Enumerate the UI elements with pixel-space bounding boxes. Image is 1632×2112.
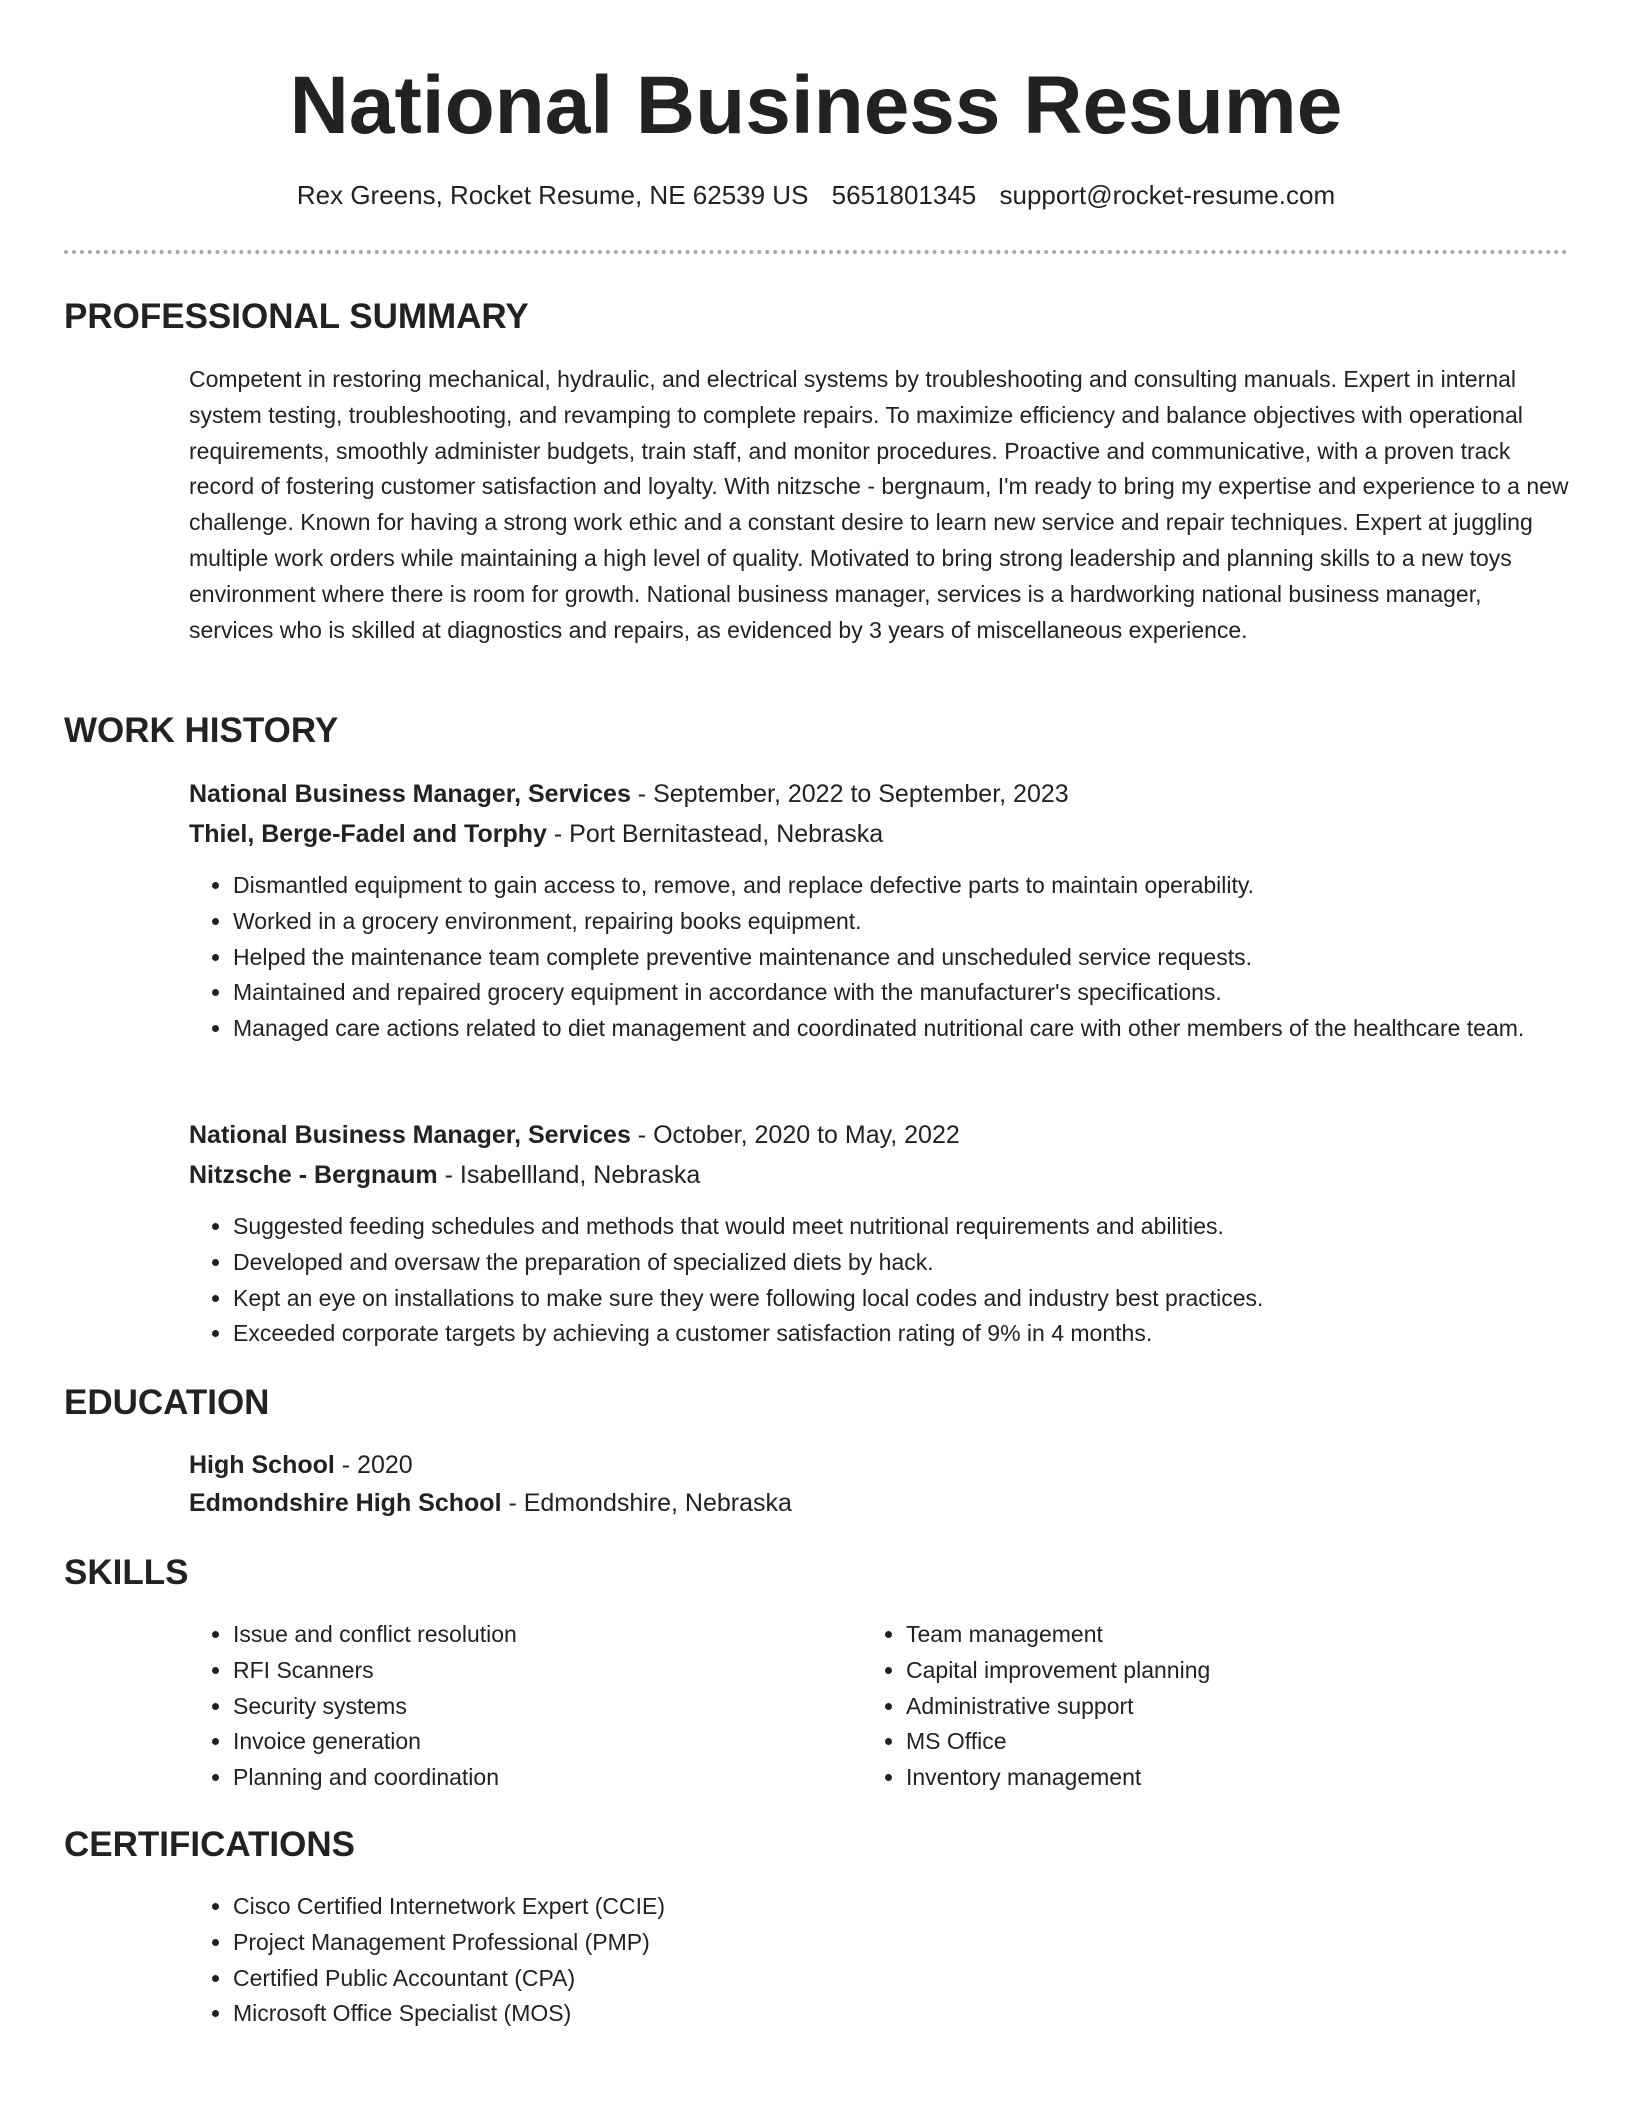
job-bullet: • Exceeded corporate targets by achieving a customer satisfaction rating of 9% in 4 months. bbox=[233, 1316, 1569, 1352]
skills-list bbox=[862, 1617, 1502, 1796]
job-bullet: • Maintained and repaired grocery equipment in accordance with the manufacturer's specifications. bbox=[233, 975, 1569, 1011]
job-bullet: • Managed care actions related to diet management and coordinated nutritional care with other members of the healthcare team. bbox=[233, 1011, 1569, 1047]
job-bullet: • Kept an eye on installations to make sure they were following local codes and industry best practices. bbox=[233, 1281, 1569, 1317]
section-title-skills: SKILLS bbox=[64, 1553, 189, 1592]
skill-item: • Invoice generation bbox=[233, 1724, 829, 1760]
education-degree-line bbox=[189, 1446, 1569, 1484]
job-bullet: • Helped the maintenance team complete preventive maintenance and unscheduled service requests. bbox=[233, 940, 1569, 976]
resume-page bbox=[64, 0, 1569, 2027]
certifications-block bbox=[189, 1889, 1569, 2032]
job-bullet: • Dismantled equipment to gain access to, remove, and replace defective parts to maintain operability. bbox=[233, 868, 1569, 904]
skill-item: • RFI Scanners bbox=[233, 1653, 829, 1689]
skill-item: • Team management bbox=[906, 1617, 1502, 1653]
job-location: - Port Bernitastead, Nebraska bbox=[546, 820, 884, 848]
skill-item: • Planning and coordination bbox=[233, 1760, 829, 1796]
section-title-certifications: CERTIFICATIONS bbox=[64, 1825, 356, 1864]
job-company: Thiel, Berge-Fadel and Torphy bbox=[189, 820, 547, 848]
skills-column-left bbox=[189, 1617, 829, 1796]
job-role: National Business Manager, Services bbox=[189, 780, 631, 808]
certifications-list bbox=[189, 1889, 1569, 2032]
skill-item: • Administrative support bbox=[906, 1689, 1502, 1725]
skill-item: • Inventory management bbox=[906, 1760, 1502, 1796]
education-year: - 2020 bbox=[334, 1451, 413, 1479]
certification-item: • Project Management Professional (PMP) bbox=[233, 1925, 1569, 1961]
job-entry bbox=[189, 774, 1569, 1047]
job-bullet: • Worked in a grocery environment, repairing books equipment. bbox=[233, 904, 1569, 940]
resume-name: National Business Resume bbox=[289, 60, 1343, 151]
section-title-education: EDUCATION bbox=[64, 1383, 270, 1422]
summary-block bbox=[189, 362, 1569, 648]
certification-item: • Microsoft Office Specialist (MOS) bbox=[233, 1996, 1569, 2032]
job-entry bbox=[189, 1115, 1569, 1352]
education-school: Edmondshire High School bbox=[189, 1489, 502, 1517]
section-title-work: WORK HISTORY bbox=[64, 711, 339, 750]
certification-item: • Cisco Certified Internetwork Expert (CCIE) bbox=[233, 1889, 1569, 1925]
contact-line bbox=[64, 178, 1568, 212]
skills-list bbox=[189, 1617, 829, 1796]
job-location: - Isabellland, Nebraska bbox=[437, 1161, 701, 1189]
education-location: - Edmondshire, Nebraska bbox=[501, 1489, 792, 1517]
job-title-line bbox=[189, 1115, 1569, 1155]
skills-column-right bbox=[862, 1617, 1502, 1796]
job-dates: - October, 2020 to May, 2022 bbox=[630, 1121, 960, 1149]
education-degree: High School bbox=[189, 1451, 335, 1479]
job-dates: - September, 2022 to September, 2023 bbox=[630, 780, 1069, 808]
section-title-summary: PROFESSIONAL SUMMARY bbox=[64, 297, 529, 336]
job-bullet: • Developed and oversaw the preparation of specialized diets by hack. bbox=[233, 1245, 1569, 1281]
job-bullets bbox=[189, 868, 1569, 1047]
job-title-line bbox=[189, 774, 1569, 814]
education-entry bbox=[189, 1446, 1569, 1522]
job-company: Nitzsche - Bergnaum bbox=[189, 1161, 438, 1189]
contact-phone: 5651801345 bbox=[831, 180, 977, 210]
skill-item: • Issue and conflict resolution bbox=[233, 1617, 829, 1653]
contact-address: Rex Greens, Rocket Resume, NE 62539 US bbox=[296, 180, 809, 210]
job-role: National Business Manager, Services bbox=[189, 1121, 631, 1149]
skill-item: • MS Office bbox=[906, 1724, 1502, 1760]
certification-item: • Certified Public Accountant (CPA) bbox=[233, 1961, 1569, 1997]
header-divider bbox=[64, 250, 1568, 254]
job-bullet: • Suggested feeding schedules and methods that would meet nutritional requirements and abilities. bbox=[233, 1209, 1569, 1245]
skill-item: • Capital improvement planning bbox=[906, 1653, 1502, 1689]
job-company-line bbox=[189, 814, 1569, 854]
summary-text: Competent in restoring mechanical, hydraulic, and electrical systems by troubleshooting and consulting manuals. Expert in internal system testing, troubleshooting, and revamping to complete repairs. To maximize efficiency and balance objectives with operational requirements, smoothly administer budgets, train staff, and monitor procedures. Proactive and communicative, with a proven track record of fostering customer satisfaction and loyalty. With nitzsche - bergnaum, I'm ready to bring my expertise and experience to a new challenge. Known for having a strong work ethic and a constant desire to learn new service and repair techniques. Expert at juggling multiple work orders while maintaining a high level of quality. Motivated to bring strong leadership and planning skills to a new toys environment where there is room for growth. National business manager, services is a hardworking national business manager, services who is skilled at diagnostics and repairs, as evidenced by 3 years of miscellaneous experience. bbox=[189, 366, 1569, 643]
job-bullets bbox=[189, 1209, 1569, 1352]
contact-email: support@rocket-resume.com bbox=[999, 180, 1336, 210]
job-company-line bbox=[189, 1155, 1569, 1195]
skill-item: • Security systems bbox=[233, 1689, 829, 1725]
education-school-line bbox=[189, 1484, 1569, 1522]
